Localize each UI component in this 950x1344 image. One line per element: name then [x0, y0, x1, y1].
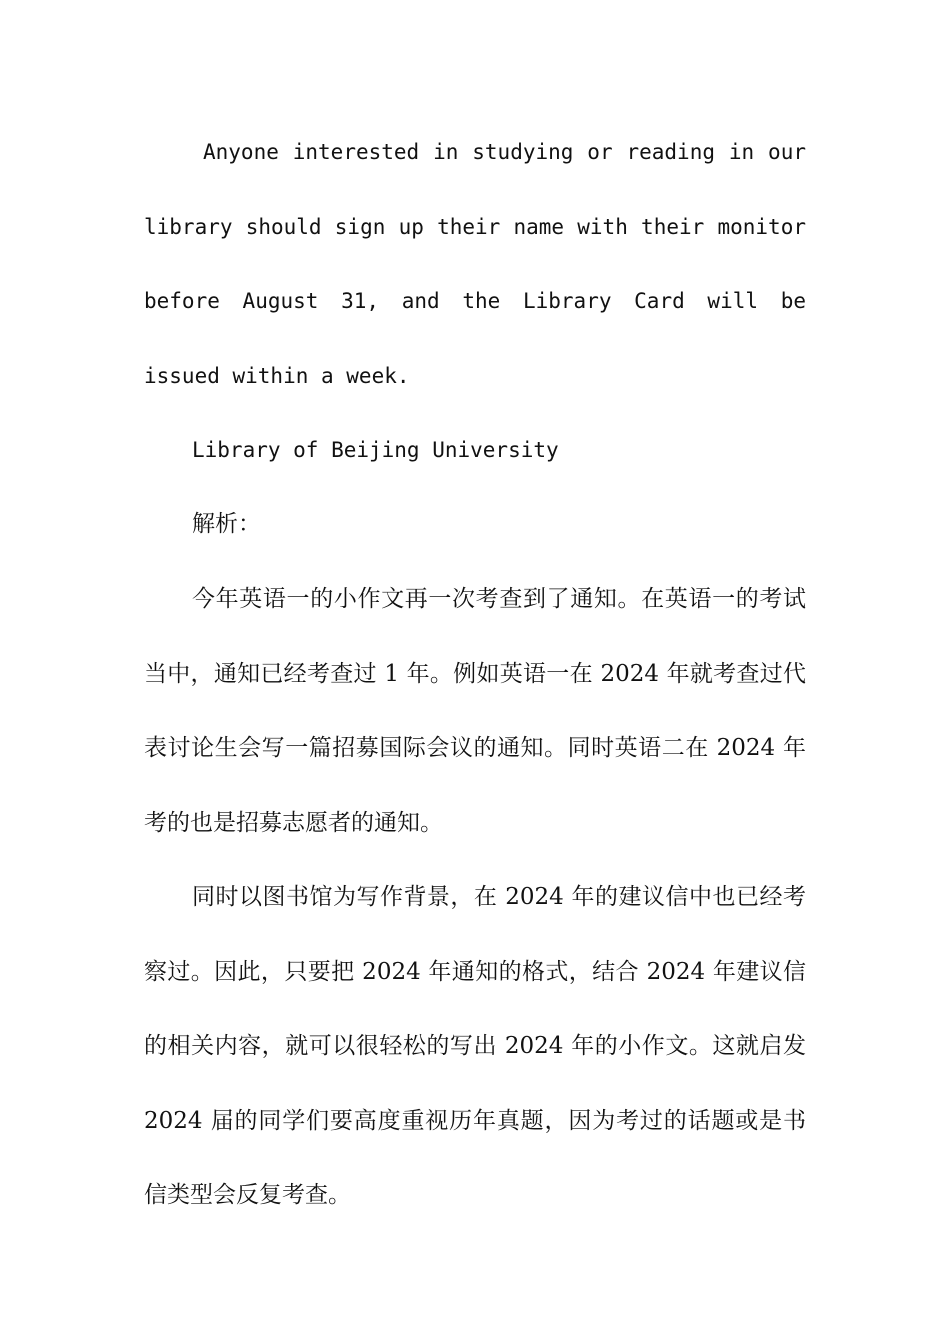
- notice-signature: Library of Beijing University: [192, 438, 559, 462]
- analysis-paragraph-2: 同时以图书馆为写作背景，在 2024 年的建议信中也已经考察过。因此，只要把 2024 年通知的格式，结合 2024 年建议信的相关内容，就可以很轻松的写出 2024 年的小作文。这就启发 2024 届的同学们要高度重视历年真题，因为考过的话题或是书信类型会反复考查。: [144, 884, 806, 1208]
- analysis-label: 解析：: [192, 511, 261, 537]
- analysis-paragraph-1: 今年英语一的小作文再一次考查到了通知。在英语一的考试当中，通知已经考查过 1 年。例如英语一在 2024 年就考查过代表讨论生会写一篇招募国际会议的通知。同时英语二在 2024 年考的也是招募志愿者的通知。: [144, 586, 806, 836]
- notice-body-paragraph: Anyone interested in studying or reading in our library should sign up their name with their monitor before August 31, and the Library Card will be issued within a week.: [144, 140, 806, 388]
